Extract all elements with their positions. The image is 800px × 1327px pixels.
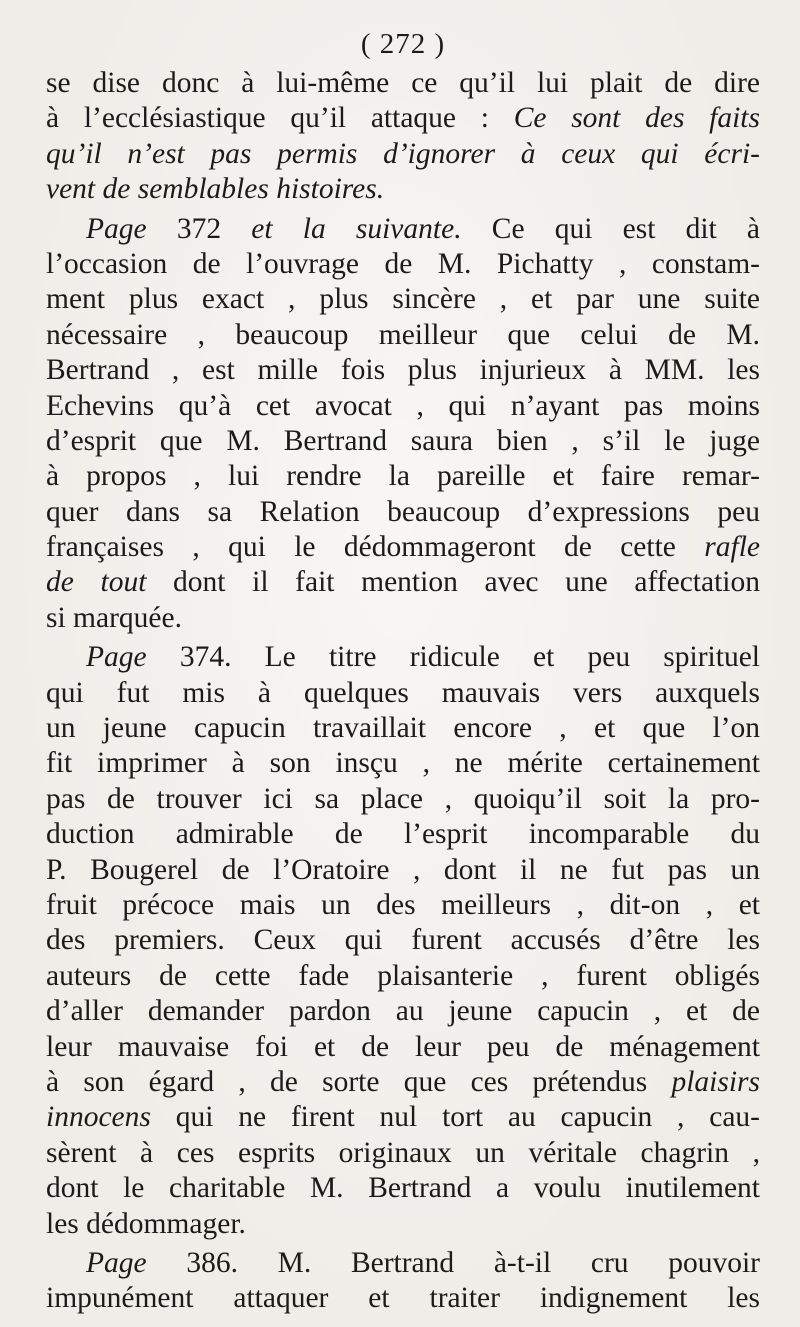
text-line [46, 459, 760, 494]
text-line [46, 212, 760, 247]
text-run: à propos , lui rendre la pareille et faire remar- [46, 460, 760, 493]
text-run: fit imprimer à son insçu , ne mérite certainement [46, 747, 760, 780]
text-line [46, 1100, 760, 1135]
text-line [46, 711, 760, 746]
text-run: 374. Le titre ridicule et peu spirituel [146, 641, 760, 674]
text-run: P. Bougerel de l’Oratoire , dont il ne fut pas un [46, 853, 760, 886]
text-line [46, 923, 760, 958]
text-line [46, 601, 760, 636]
text-run: 386. M. Bertrand à-t-il cru pouvoir [146, 1246, 760, 1279]
text-run: auteurs de cette fade plaisanterie , furent obligés [46, 959, 760, 992]
text-run: qui fut mis à quelques mauvais vers auxquels [46, 676, 760, 709]
text-run: Ce qui est dit à [461, 212, 760, 245]
italic-run: qu’il n’est pas permis d’ignorer à ceux qui écri- [46, 137, 760, 170]
text-run: pas de trouver ici sa place , quoiqu’il soit la pro- [46, 782, 760, 815]
text-line [46, 424, 760, 459]
text-run: si marquée. [46, 601, 182, 634]
text-line [46, 172, 760, 207]
text-run: françaises , qui le dédommageront de cette [46, 531, 705, 564]
text-run: les dédommager. [46, 1207, 246, 1240]
text-run: nécessaire , beaucoup meilleur que celui de M. [46, 318, 760, 351]
text-line [46, 1207, 760, 1242]
text-run: à son égard , de sorte que ces prétendus [46, 1065, 672, 1098]
text-run: se dise donc à lui-même ce qu’il lui plait de dire [46, 67, 760, 99]
text-line [46, 1065, 760, 1100]
text-run: l’occasion de l’ouvrage de M. Pichatty , constam- [46, 247, 760, 280]
text-run: dont le charitable M. Bertrand a voulu inutilement [46, 1172, 760, 1205]
text-line [46, 66, 760, 101]
text-line [46, 676, 760, 711]
text-line [46, 1281, 760, 1316]
text-run: duction admirable de l’esprit incomparable du [46, 818, 760, 851]
text-line [46, 1246, 760, 1281]
text-run: des premiers. Ceux qui furent accusés d’être les [46, 924, 760, 957]
paragraph [46, 66, 760, 208]
text-run: qui ne firent nul tort au capucin , cau- [150, 1101, 760, 1134]
italic-run: et la suivante. [251, 212, 462, 245]
text-run: sèrent à ces esprits originaux un véritale chagrin , [46, 1136, 760, 1169]
italic-run: rafle [704, 531, 760, 564]
paragraph [46, 640, 760, 1242]
text-line [46, 817, 760, 852]
text-run: 372 [146, 212, 252, 245]
text-line [46, 782, 760, 817]
italic-run: vent de semblables histoires. [46, 173, 385, 206]
page-number: ( 272 ) [360, 28, 446, 60]
text-run: dont il fait mention avec une affectation [146, 566, 760, 599]
text-line [46, 1030, 760, 1065]
text-line [46, 853, 760, 888]
text-run: ment plus exact , plus sincère , et par une suite [46, 283, 760, 316]
italic-run: Ce sont des faits [513, 102, 760, 135]
italic-run: Page [86, 641, 147, 674]
text-line [46, 640, 760, 675]
paragraph [46, 212, 760, 637]
italic-run: plaisirs [671, 1065, 760, 1098]
text-run: quer dans sa Relation beaucoup d’expressions peu [46, 495, 760, 528]
text-line [46, 282, 760, 317]
text-run: fruit précoce mais un des meilleurs , dit-on , et [46, 888, 760, 921]
text-run: impunément attaquer et traiter indignement les [46, 1282, 760, 1315]
text-line [46, 746, 760, 781]
italic-run: Page [86, 1246, 147, 1279]
text-run: à l’ecclésiastique qu’il attaque : [46, 102, 514, 135]
text-line [46, 565, 760, 600]
text-line [46, 353, 760, 388]
text-line [46, 318, 760, 353]
text-line [46, 888, 760, 923]
text-line [46, 994, 760, 1029]
italic-run: de tout [46, 566, 147, 599]
text-run: d’aller demander pardon au jeune capucin , et de [46, 995, 760, 1028]
text-run: Echevins qu’à cet avocat , qui n’ayant pas moins [46, 389, 760, 422]
text-line [46, 495, 760, 530]
text-run: Bertrand , est mille fois plus injurieux à MM. les [46, 354, 760, 387]
text-line [46, 959, 760, 994]
text-line [46, 101, 760, 136]
text-line [46, 530, 760, 565]
text-line [46, 389, 760, 424]
text-line [46, 1136, 760, 1171]
text-line [46, 247, 760, 282]
text-body [46, 66, 760, 1317]
paragraph [46, 1246, 760, 1317]
italic-run: innocens [46, 1101, 151, 1134]
text-run: d’esprit que M. Bertrand saura bien , s’il le juge [46, 424, 760, 457]
text-line [46, 137, 760, 172]
text-run: un jeune capucin travaillait encore , et que l’on [46, 712, 760, 745]
text-line [46, 1171, 760, 1206]
text-run: leur mauvaise foi et de leur peu de ménagement [46, 1030, 760, 1063]
italic-run: Page [86, 212, 147, 245]
